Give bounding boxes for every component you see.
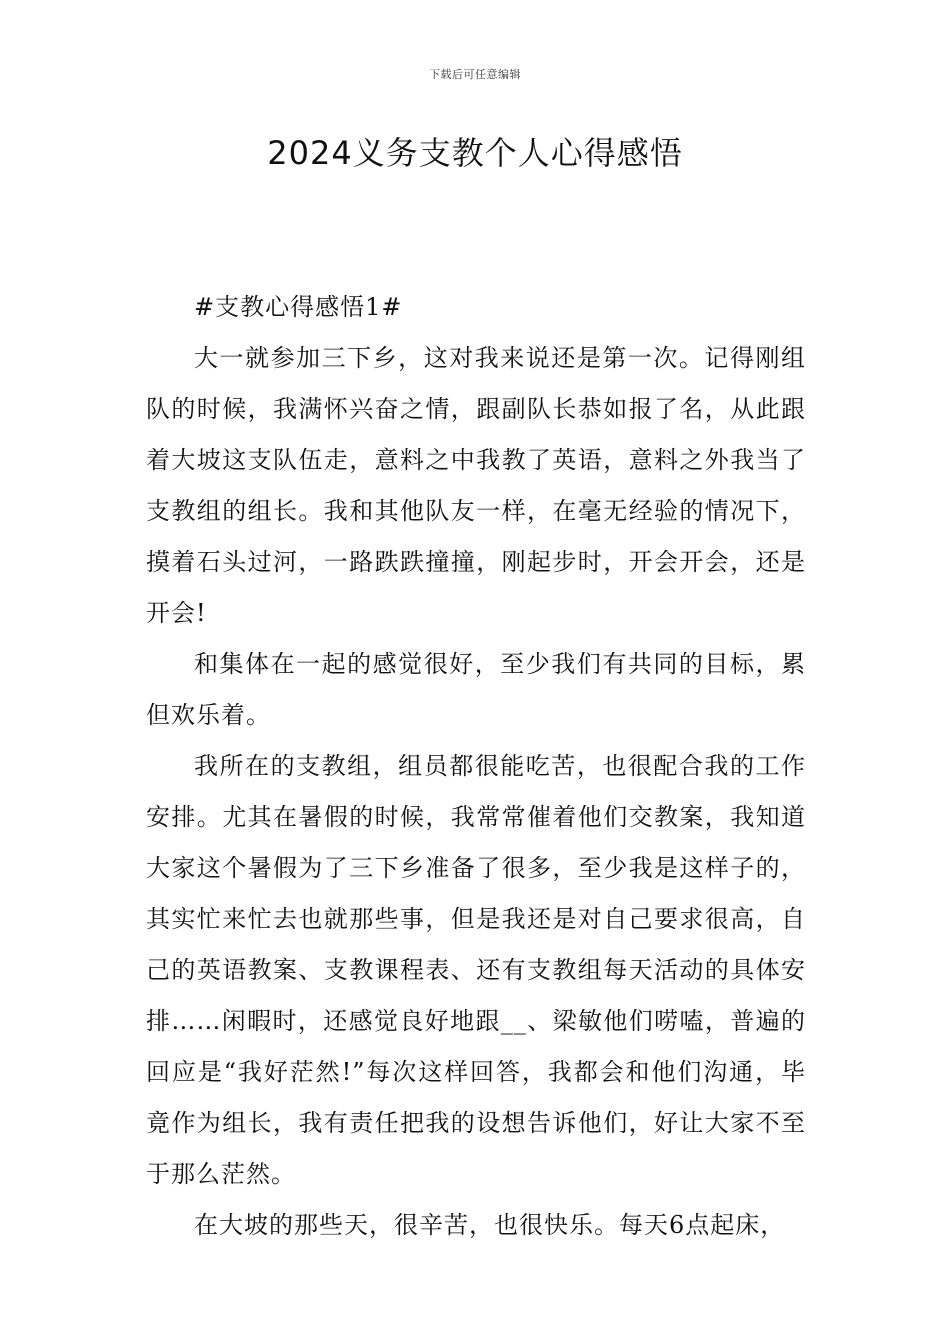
paragraph-2: 和集体在一起的感觉很好，至少我们有共同的目标，累但欢乐着。 (146, 650, 806, 729)
document-body (146, 282, 806, 1251)
paragraph-3: 我所在的支教组，组员都很能吃苦，也很配合我的工作安排。尤其在暑假的时候，我常常催着他们交教案，我知道大家这个暑假为了三下乡准备了很多，至少我是这样子的，其实忙来忙去也就那些事，但是我还是对自己要求很高，自己的英语教案、支教课程表、还有支教组每天活动的具体安排……闲暇时，还感觉良好地跟__、梁敏他们唠嗑，普遍的回应是“我好茫然!”每次这样回答，我都会和他们沟通，毕竟作为组长，我有责任把我的设想告诉他们，好让大家不至于那么茫然。 (146, 752, 806, 1188)
header-note: 下载后可任意编辑 (429, 68, 521, 81)
paragraph-1: 大一就参加三下乡，这对我来说还是第一次。记得刚组队的时候，我满怀兴奋之情，跟副队长恭如报了名，从此跟着大坡这支队伍走，意料之中我教了英语，意料之外我当了支教组的组长。我和其他队友一样，在毫无经验的情况下，摸着石头过河，一路跌跌撞撞，刚起步时，开会开会，还是开会! (146, 344, 806, 627)
paragraph-4: 在大坡的那些天，很辛苦，也很快乐。每天6点起床， (194, 1211, 786, 1239)
section-heading: #支教心得感悟1# (194, 293, 403, 321)
document-title: 2024义务支教个人心得感悟 (267, 134, 683, 172)
